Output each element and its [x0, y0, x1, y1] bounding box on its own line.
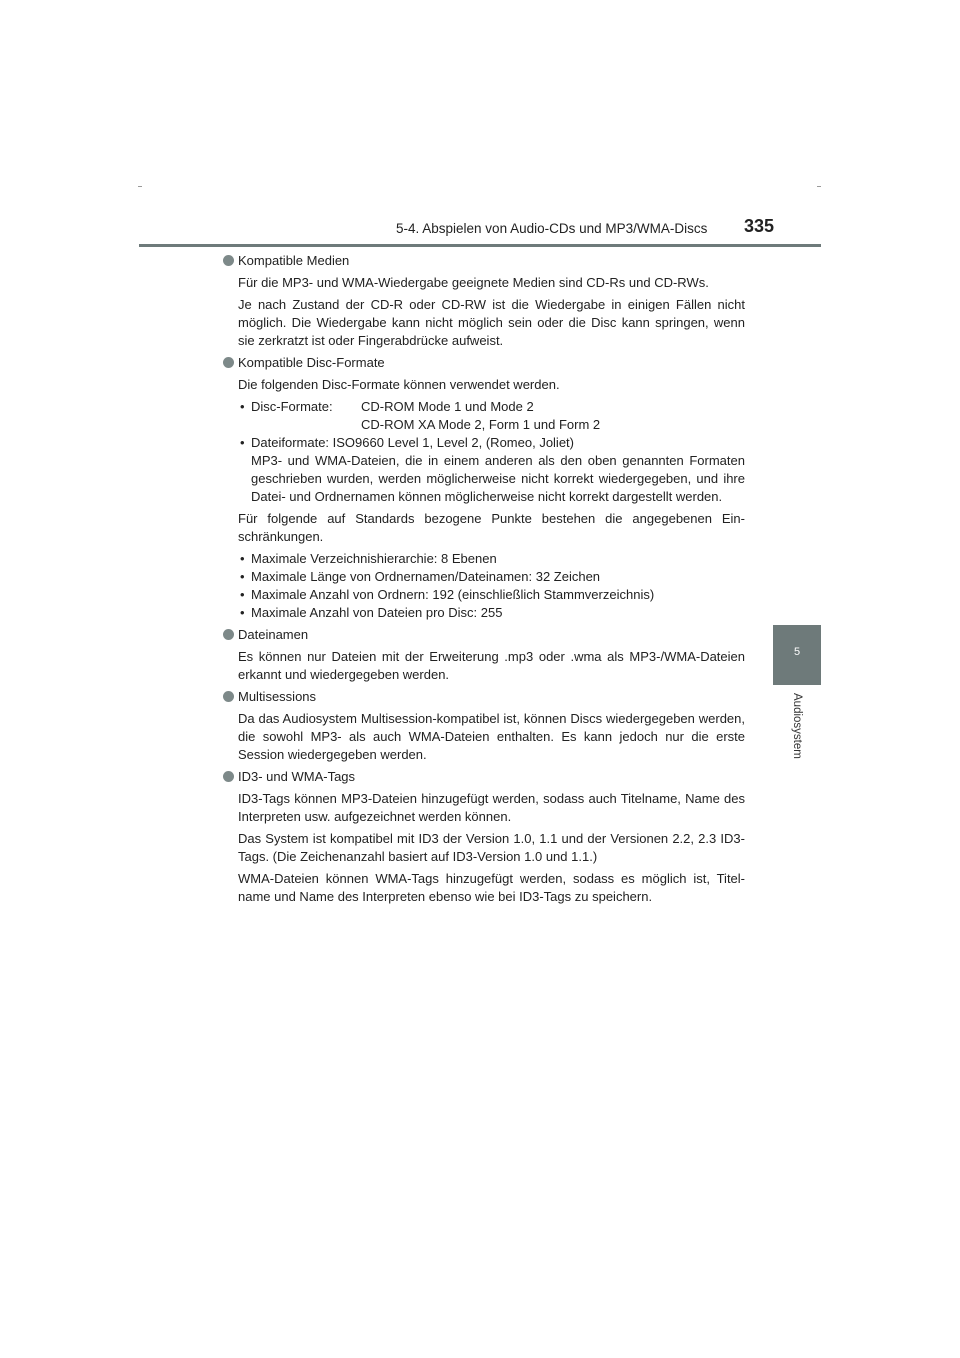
section-header-title: 5-4. Abspielen von Audio-CDs und MP3/WMA-Discs: [396, 221, 708, 236]
chapter-number: 5: [793, 646, 801, 658]
file-format-text: Dateiformate: ISO9660 Level 1, Level 2, (Romeo, Joliet): [251, 435, 574, 450]
list-dot: •: [240, 605, 245, 620]
paragraph: Es können nur Dateien mit der Erweiterung .mp3 oder .wma als MP3-/WMA-Dateien erkannt und wiedergegeben werden.: [238, 649, 745, 682]
section-id3-wma-tags: [223, 768, 745, 906]
heading-text: Kompatible Disc-Formate: [238, 355, 385, 370]
list-item-text: Maximale Verzeichnishierarchie: 8 Ebenen: [251, 551, 497, 566]
paragraph: Das System ist kompatibel mit ID3 der Version 1.0, 1.1 und der Versionen 2.2, 2.3 ID3-Tags. (Die Zeichenanzahl basiert auf ID3-Version 1.0 und 1.1.): [238, 831, 745, 864]
section-heading: [223, 354, 745, 372]
disc-format-value: CD-ROM XA Mode 2, Form 1 und Form 2: [361, 417, 601, 432]
list-item-text: Maximale Anzahl von Dateien pro Disc: 255: [251, 605, 503, 620]
file-format-note: MP3- und WMA-Dateien, die in einem anderen als den oben genannten Formaten geschrieben wurden, werden möglicherweise nicht korrekt wiedergegeben, und ihre Datei- und Ordnernamen können möglicherweise nicht korrekt dargestellt werden.: [251, 453, 745, 504]
list-dot: •: [240, 551, 245, 566]
disc-format-label: Disc-Formate:: [251, 399, 333, 414]
limits-list: [223, 550, 745, 622]
format-list: [223, 398, 745, 506]
heading-text: ID3- und WMA-Tags: [238, 769, 356, 784]
list-item-text: Maximale Länge von Ordnernamen/Dateinamen: 32 Zeichen: [251, 569, 601, 584]
bullet-circle-icon: [223, 357, 234, 368]
list-dot: •: [240, 399, 245, 414]
section-heading: [223, 768, 745, 786]
paragraph: Für folgende auf Standards bezogene Punkte bestehen die angegebenen Ein-schränkungen.: [238, 511, 745, 544]
paragraph: Je nach Zustand der CD-R oder CD-RW ist die Wiedergabe in einigen Fällen nicht möglich. Die Wiedergabe kann nicht möglich sein oder die Disc kann springen, wenn sie zerkratzt ist oder Fingerabdrücke aufweist.: [238, 297, 745, 348]
list-item: [238, 586, 745, 604]
heading-text: Kompatible Medien: [238, 253, 350, 268]
list-dot: •: [240, 569, 245, 584]
crop-mark: [817, 186, 821, 187]
paragraph: ID3-Tags können MP3-Dateien hinzugefügt werden, sodass auch Titelname, Name des Interpreten usw. aufgezeichnet werden können.: [238, 791, 745, 824]
heading-text: Dateinamen: [238, 627, 309, 642]
section-heading: [223, 252, 745, 270]
header-rule: [139, 244, 821, 247]
section-heading: [223, 688, 745, 706]
page-number: 335: [744, 216, 775, 236]
bullet-circle-icon: [223, 255, 234, 266]
list-item: [238, 604, 745, 622]
page-content: [223, 252, 745, 910]
bullet-circle-icon: [223, 691, 234, 702]
heading-text: Multisessions: [238, 689, 317, 704]
chapter-name: Audiosystem: [791, 693, 803, 759]
section-compatible-media: [223, 252, 745, 350]
list-item: [238, 550, 745, 568]
crop-mark: [138, 186, 142, 187]
paragraph: Für die MP3- und WMA-Wiedergabe geeignete Medien sind CD-Rs und CD-RWs.: [238, 275, 709, 290]
list-dot: •: [240, 587, 245, 602]
list-dot: •: [240, 435, 245, 450]
disc-format-value: CD-ROM Mode 1 und Mode 2: [361, 399, 534, 414]
section-heading: [223, 626, 745, 644]
list-item-text: Maximale Anzahl von Ordnern: 192 (einschließlich Stammverzeichnis): [251, 587, 655, 602]
section-compatible-disc-formats: [223, 354, 745, 622]
paragraph: WMA-Dateien können WMA-Tags hinzugefügt werden, sodass es möglich ist, Titel-name und Name des Interpreten ebenso wie bei ID3-Tags zu speichern.: [238, 871, 745, 904]
bullet-circle-icon: [223, 629, 234, 640]
paragraph: Die folgenden Disc-Formate können verwendet werden.: [238, 377, 560, 392]
list-item: [238, 434, 745, 506]
list-item: [238, 398, 745, 434]
section-file-names: [223, 626, 745, 684]
list-item: [238, 568, 745, 586]
bullet-circle-icon: [223, 771, 234, 782]
paragraph: Da das Audiosystem Multisession-kompatibel ist, können Discs wiedergegeben werden, die sowohl MP3- als auch WMA-Dateien enthalten. Es kann jedoch nur die erste Session wiedergegeben werden.: [238, 711, 745, 762]
section-multisessions: [223, 688, 745, 764]
